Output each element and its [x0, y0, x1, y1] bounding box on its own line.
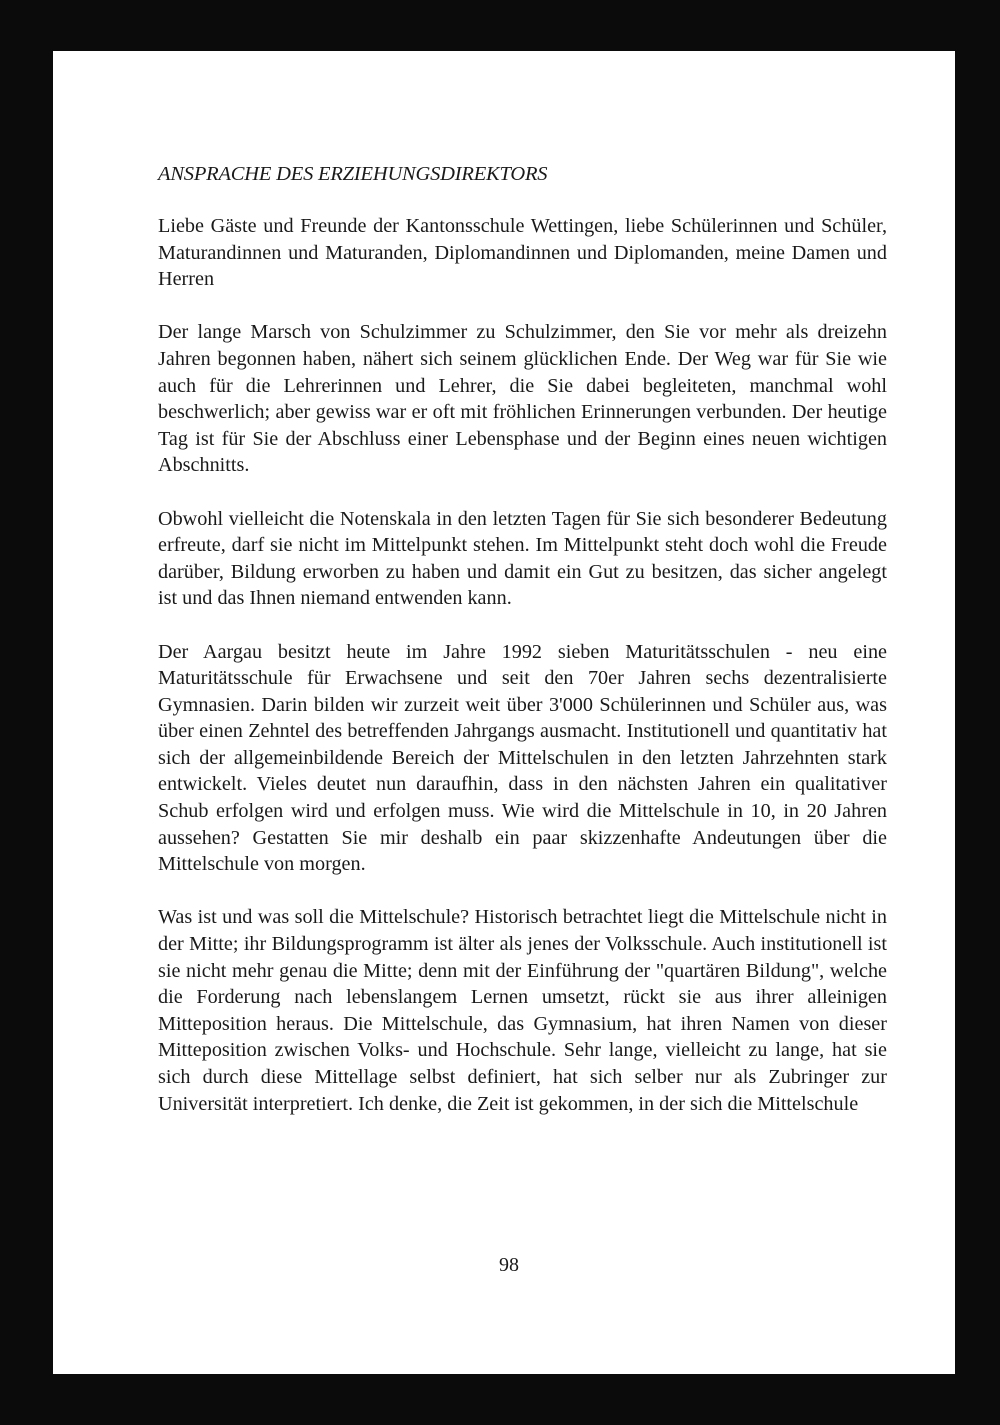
paragraph-grading-scale: Obwohl vielleicht die Notenskala in den letzten Tagen für Sie sich besonderer Bedeutung erfreute, darf sie nicht im Mittelpunkt stehen. Im Mittelpunkt steht doch wohl die Freude darüber, Bildung erworben zu haben und damit ein Gut zu besitzen, das sicher angelegt ist und das Ihnen niemand entwenden kann. — [158, 507, 887, 610]
paragraph-what-is-mittelschule: Was ist und was soll die Mittelschule? Historisch betrachtet liegt die Mittelschule nicht in der Mitte; ihr Bildungsprogramm ist älter als jenes der Volksschule. Auch institutionell ist sie nicht mehr genau die Mitte; denn mit der Einführung der "quartären Bildung", welche die Forderung nach lebenslangem Lernen umsetzt, rückt sie aus ihrer alleinigen Mitteposition heraus. Die Mittelschule, das Gymnasium, hat ihren Namen von dieser Mitteposition zwischen Volks- und Hochschule. Sehr lange, vielleicht zu lange, hat sie sich durch diese Mittellage selbst definiert, hat sich selber nur als Zubringer zur Universität interpretiert. Ich denke, die Zeit ist gekommen, in der sich die Mittelschule — [158, 906, 887, 1115]
document-page — [53, 51, 955, 1374]
page-content — [158, 161, 887, 1144]
page-number: 98 — [499, 1254, 519, 1276]
paragraph-aargau-schools: Der Aargau besitzt heute im Jahre 1992 sieben Maturitätsschulen - neu eine Maturitätsschule für Erwachsene und seit den 70er Jahren sechs dezentralisierte Gymnasien. Darin bilden wir zurzeit weit über 3'000 Schülerinnen und Schüler aus, was über einen Zehntel des betreffenden Jahrgangs ausmacht. Institutionell und quantitativ hat sich der allgemeinbildende Bereich der Mittelschulen in den letzten Jahrzehnten stark entwickelt. Vieles deutet nun daraufhin, dass in den nächsten Jahren ein qualitativer Schub erfolgen wird und erfolgen muss. Wie wird die Mittelschule in 10, in 20 Jahren aussehen? Gestatten Sie mir deshalb ein paar skizzenhafte Andeutungen über die Mittelschule von morgen. — [158, 640, 887, 876]
paragraph-salutation: Liebe Gäste und Freunde der Kantonsschule Wettingen, liebe Schülerinnen und Schüler, Maturandinnen und Maturanden, Diplomandinnen und Diplomanden, meine Damen und Herren — [158, 215, 887, 291]
section-title: ANSPRACHE DES ERZIEHUNGSDIREKTORS — [158, 163, 548, 185]
paragraph-long-march: Der lange Marsch von Schulzimmer zu Schulzimmer, den Sie vor mehr als dreizehn Jahren begonnen haben, nähert sich seinem glücklichen Ende. Der Weg war für Sie wie auch für die Lehrerinnen und Lehrer, die Sie dabei begleiteten, manchmal wohl beschwerlich; aber gewiss war er oft mit fröhlichen Erinnerungen verbunden. Der heutige Tag ist für Sie der Abschluss einer Lebensphase und der Beginn eines neuen wichtigen Abschnitts. — [158, 321, 887, 477]
